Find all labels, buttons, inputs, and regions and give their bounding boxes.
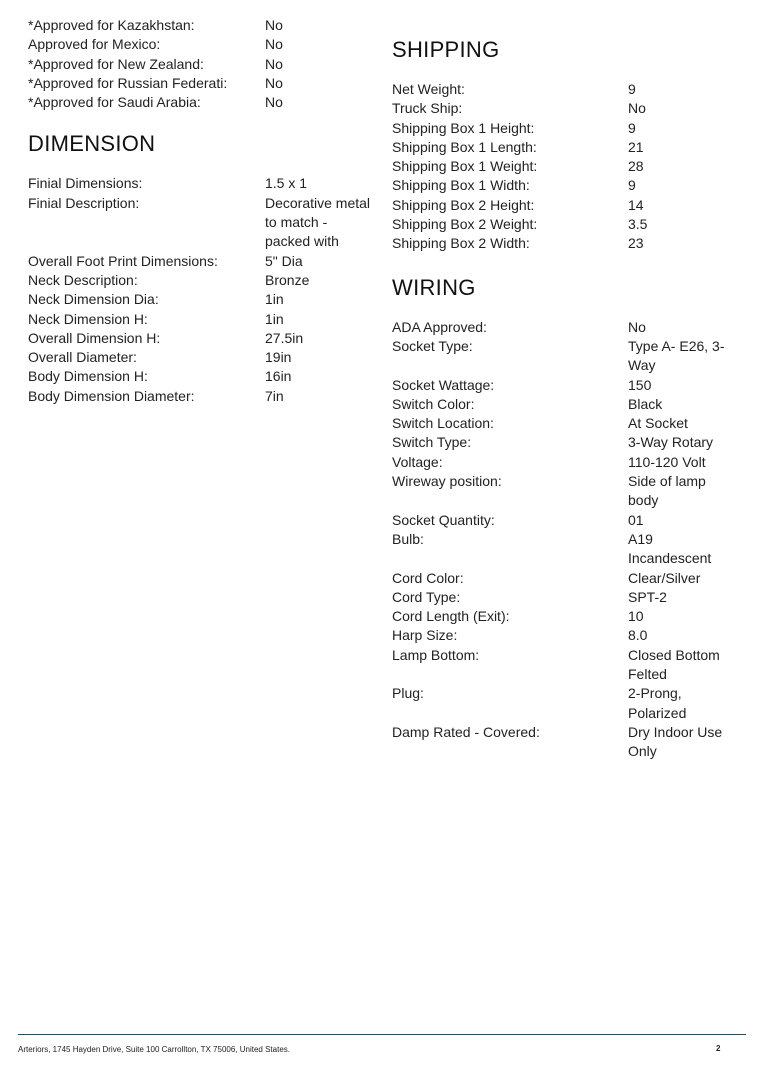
spec-row — [28, 329, 373, 348]
spec-row — [392, 530, 742, 569]
spec-row — [392, 176, 742, 195]
spec-value: Dry Indoor Use Only — [628, 723, 723, 760]
shipping-heading: SHIPPING — [392, 37, 500, 62]
spec-row — [392, 215, 742, 234]
spec-row — [392, 433, 742, 452]
spec-value: At Socket — [628, 415, 688, 432]
spec-row — [28, 290, 373, 309]
spec-value: No — [628, 100, 646, 117]
spec-row — [28, 310, 373, 329]
shipping-section — [392, 36, 742, 254]
spec-label: Plug: — [392, 685, 424, 702]
spec-row — [392, 157, 742, 176]
page-number: 2 — [716, 1044, 721, 1053]
spec-row — [28, 93, 373, 112]
spec-label: Overall Foot Print Dimensions: — [28, 252, 218, 269]
spec-label: Truck Ship: — [392, 100, 463, 117]
spec-value: Type A- E26, 3-Way — [628, 337, 725, 374]
spec-row — [392, 511, 742, 530]
spec-label: Overall Dimension H: — [28, 329, 161, 346]
spec-label: Switch Color: — [392, 395, 475, 412]
spec-label: Cord Color: — [392, 569, 464, 586]
spec-row — [392, 626, 742, 645]
spec-value: 1in — [265, 291, 284, 308]
spec-value: No — [265, 55, 283, 72]
spec-label: Harp Size: — [392, 627, 458, 644]
spec-row — [392, 607, 742, 626]
spec-label: Shipping Box 2 Weight: — [392, 216, 538, 233]
spec-row — [392, 472, 742, 511]
spec-value: No — [265, 74, 283, 91]
spec-row — [392, 196, 742, 215]
spec-row — [28, 194, 373, 252]
spec-row — [392, 723, 742, 762]
spec-value: 1in — [265, 310, 284, 327]
spec-value: 8.0 — [628, 627, 648, 644]
footer-divider — [18, 1034, 746, 1035]
spec-label: Shipping Box 1 Length: — [392, 138, 537, 155]
dimension-section — [28, 130, 373, 406]
spec-row — [392, 588, 742, 607]
spec-row — [28, 16, 373, 35]
spec-row — [392, 684, 742, 723]
spec-label: *Approved for Kazakhstan: — [28, 17, 195, 33]
wiring-heading: WIRING — [392, 274, 476, 300]
spec-label: Wireway position: — [392, 473, 502, 490]
spec-row — [28, 174, 373, 193]
spec-row — [28, 387, 373, 406]
spec-value: 9 — [628, 177, 636, 194]
spec-value: No — [628, 318, 646, 335]
spec-label: Socket Type: — [392, 337, 473, 354]
spec-value: 19in — [265, 349, 292, 366]
spec-row — [28, 74, 373, 93]
spec-row — [392, 569, 742, 588]
spec-label: Shipping Box 2 Height: — [392, 196, 535, 213]
spec-value: 2-Prong, Polarized — [628, 685, 687, 721]
left-column — [28, 16, 373, 406]
spec-value: 9 — [628, 119, 636, 136]
spec-row — [28, 367, 373, 386]
spec-value: A19 Incandescent — [628, 530, 712, 567]
spec-label: Body Dimension H: — [28, 368, 148, 385]
spec-value: 3-Way Rotary — [628, 434, 714, 451]
spec-row — [392, 80, 742, 99]
spec-row — [392, 646, 742, 685]
spec-label: Shipping Box 1 Weight: — [392, 158, 538, 175]
footer-address: Arteriors, 1745 Hayden Drive, Suite 100 Carrollton, TX 75006, United States. — [18, 1045, 290, 1054]
spec-value: SPT-2 — [628, 588, 667, 605]
spec-label: Switch Type: — [392, 434, 472, 451]
spec-label: *Approved for Russian Federati: — [28, 74, 228, 91]
spec-value: 21 — [628, 138, 644, 155]
spec-row — [392, 337, 742, 376]
right-column — [392, 16, 742, 762]
spec-row — [392, 395, 742, 414]
spec-value: Clear/Silver — [628, 569, 701, 586]
spec-value: 5" Dia — [265, 252, 303, 269]
spec-value: No — [265, 17, 283, 33]
spec-row — [392, 234, 742, 253]
spec-value: Black — [628, 395, 663, 412]
spec-value: 7in — [265, 387, 284, 404]
spec-label: ADA Approved: — [392, 318, 487, 335]
spec-value: Closed Bottom Felted — [628, 646, 720, 683]
spec-value: 110-120 Volt — [628, 453, 706, 470]
spec-label: *Approved for Saudi Arabia: — [28, 94, 201, 111]
spec-value: 14 — [628, 196, 644, 213]
spec-label: Cord Length (Exit): — [392, 608, 510, 625]
dimension-heading: DIMENSION — [28, 131, 156, 157]
spec-value: 01 — [628, 511, 644, 528]
spec-value: Side of lamp body — [628, 473, 706, 509]
spec-row — [28, 271, 373, 290]
spec-value: 23 — [628, 235, 644, 252]
spec-value: 150 — [628, 376, 652, 393]
spec-label: Shipping Box 1 Height: — [392, 119, 535, 136]
spec-label: Switch Location: — [392, 415, 494, 432]
spec-row — [28, 35, 373, 54]
spec-label: Finial Description: — [28, 194, 140, 211]
spec-value: 10 — [628, 608, 644, 625]
spec-label: Neck Description: — [28, 271, 138, 288]
spec-row — [28, 348, 373, 367]
spec-label: Body Dimension Diameter: — [28, 387, 195, 404]
approvals-section — [28, 16, 373, 112]
spec-value: 3.5 — [628, 216, 648, 233]
spec-label: Bulb: — [392, 530, 424, 547]
spec-value: 1.5 x 1 — [265, 175, 308, 192]
spec-row — [392, 453, 742, 472]
spec-label: Neck Dimension H: — [28, 310, 148, 327]
spec-value: 28 — [628, 158, 644, 175]
spec-label: Cord Type: — [392, 588, 461, 605]
spec-row — [28, 252, 373, 271]
wiring-section — [392, 274, 742, 762]
spec-label: Finial Dimensions: — [28, 175, 143, 192]
spec-value: 27.5in — [265, 329, 304, 346]
spec-row — [392, 99, 742, 118]
spec-label: *Approved for New Zealand: — [28, 55, 204, 72]
spec-label: Overall Diameter: — [28, 349, 137, 366]
spec-value: Bronze — [265, 271, 310, 288]
spec-row — [28, 55, 373, 74]
spec-label: Voltage: — [392, 453, 443, 470]
spec-label: Neck Dimension Dia: — [28, 291, 159, 308]
spec-value: 9 — [628, 81, 636, 97]
spec-value: No — [265, 94, 283, 111]
spec-row — [392, 376, 742, 395]
spec-row — [392, 119, 742, 138]
spec-row — [392, 138, 742, 157]
spec-label: Approved for Mexico: — [28, 36, 161, 53]
spec-label: Shipping Box 2 Width: — [392, 235, 530, 252]
spec-row — [392, 414, 742, 433]
spec-label: Socket Quantity: — [392, 511, 495, 528]
spec-value: No — [265, 36, 283, 53]
spec-label: Socket Wattage: — [392, 376, 495, 393]
spec-label: Lamp Bottom: — [392, 646, 480, 663]
spec-value: Decorative metal to match - packed with — [265, 194, 371, 250]
spec-label: Damp Rated - Covered: — [392, 723, 540, 740]
spec-value: 16in — [265, 368, 292, 385]
spec-row — [392, 318, 742, 337]
spec-label: Net Weight: — [392, 81, 465, 97]
spec-label: Shipping Box 1 Width: — [392, 177, 530, 194]
